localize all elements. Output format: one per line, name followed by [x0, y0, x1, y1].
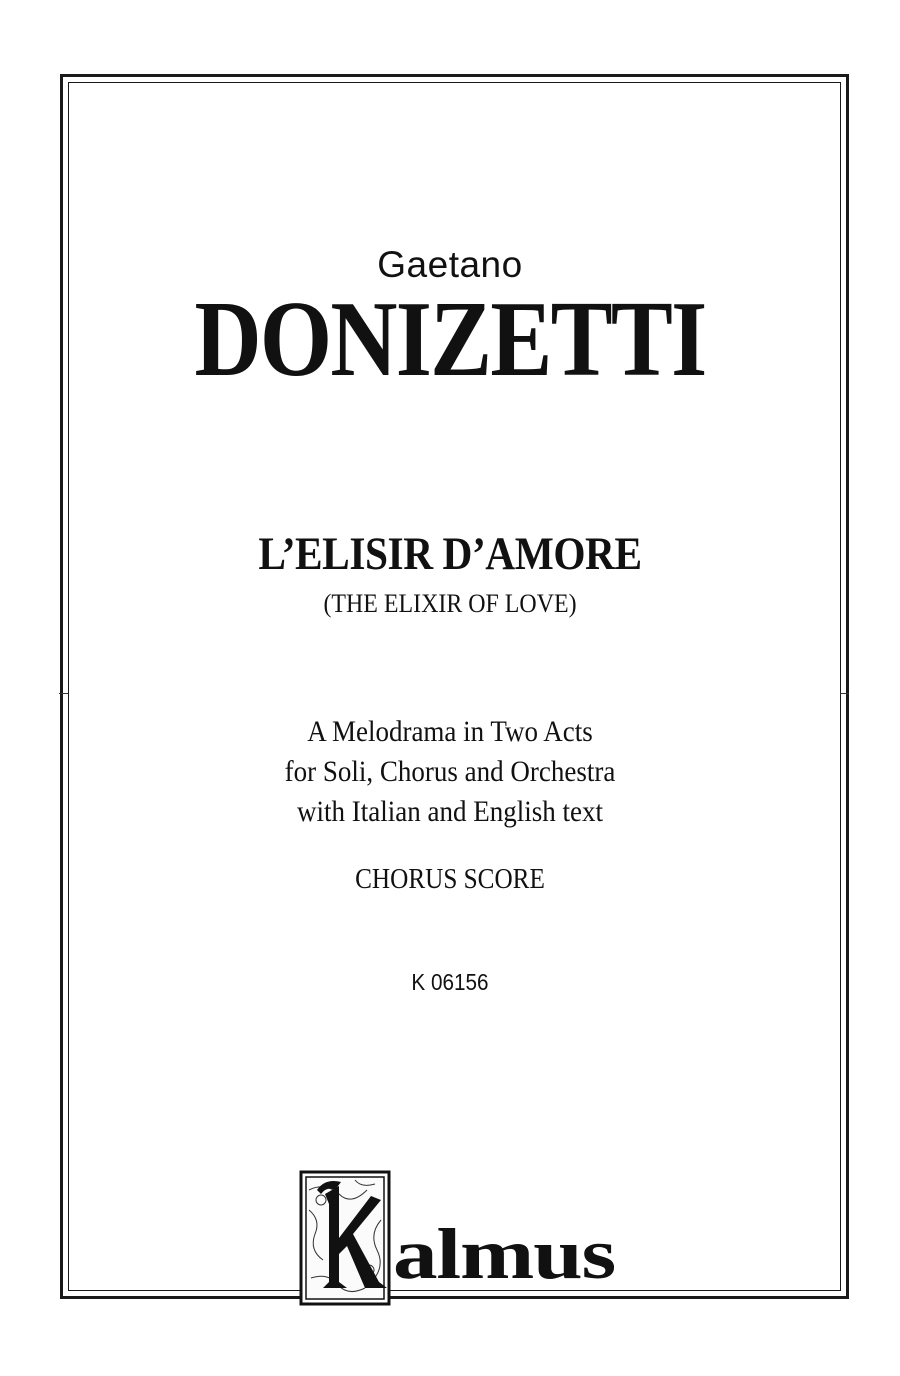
fold-mark-left	[59, 693, 68, 694]
description-line: for Soli, Chorus and Orchestra	[284, 755, 616, 788]
description-line: A Melodrama in Two Acts	[307, 715, 593, 748]
fold-mark-right	[840, 693, 849, 694]
kalmus-logo	[295, 1160, 625, 1310]
catalog-number: K 06156	[411, 969, 489, 995]
opera-title: L’ELISIR D’AMORE	[258, 528, 642, 580]
work-description	[45, 712, 855, 832]
composer-first-name: Gaetano	[377, 244, 523, 285]
composer-last-name: DONIZETTI	[194, 280, 706, 399]
score-type: CHORUS SCORE	[355, 864, 545, 895]
description-line: with Italian and English text	[297, 795, 603, 828]
logo-lettering: almus	[393, 1214, 615, 1294]
opera-subtitle: (THE ELIXIR OF LOVE)	[323, 589, 577, 618]
